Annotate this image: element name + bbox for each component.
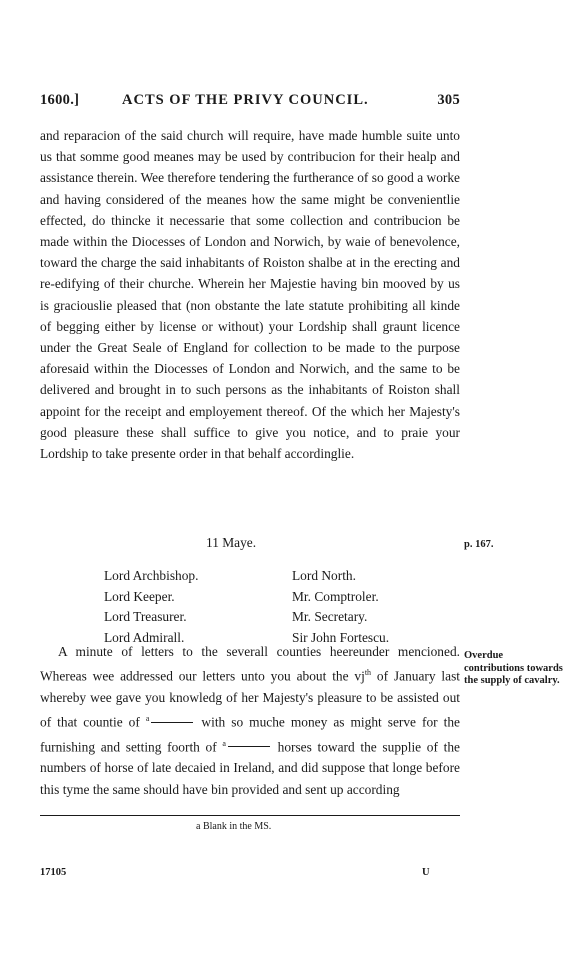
blank-line — [151, 722, 193, 723]
attendance-column-left — [104, 566, 198, 648]
footer-signature: U — [422, 867, 430, 878]
attendee: Lord Keeper. — [104, 588, 175, 604]
text-run: A minute of letters to the severall counties heereunder mencioned. Whereas wee addressed our letters unto you about the vj — [40, 644, 460, 684]
text-run: of January last whereby wee gave you knowledg of her Majesty's pleasure to be assisted out of that countie of — [40, 668, 461, 730]
footnote-mark: a — [145, 714, 150, 724]
attendance-column-right — [292, 566, 389, 648]
paragraph-text: and reparacion of the said church will require, have made humble suite unto us that somme good meanes may be used by contribucion for their healp and assistance therein. Wee therefore tendering the furtherance of so good a worke and having considered of the meanes how the same might be convenientlie effected, do thincke it necessarie that some collection and contribucion be made within the Diocesses of London and Norwich, by waie of benevolence, toward the charge the said inhabitants of Roiston shalbe at in the erecting and re-edifying of their churche. Wherein her Majestie having bin mooved by us is graciouslie pleased that (non obstante the late statute prohibiting all kinde of begging either by license or without) your Lordship shall graunt licence under the Great Seale of England for collection to be made to the purpose aforesaid within the Diocesses of London and Norwich, and the same to be delivered and brought in to such persons as the inhabitants of Roiston shall appoint for the receipt and employement thereof. Of the which her Majesty's good pleasure these shall suffice to give you notice, and to praie your Lordship to take presente order in that behalf accordinglie. — [40, 128, 460, 462]
margin-page-reference: p. 167. — [464, 539, 494, 550]
meeting-date: 11 Maye. — [206, 535, 257, 550]
running-head — [40, 92, 460, 114]
superscript: th — [364, 668, 372, 678]
paragraph-cavalry-letters — [40, 641, 460, 800]
attendee: Lord North. — [292, 568, 356, 583]
attendee: Lord Admirall. — [104, 629, 185, 645]
margin-topic-note: Overdue contributions towards the supply of cavalry. — [464, 650, 563, 686]
attendee: Mr. Secretary. — [292, 609, 368, 624]
footnote: a Blank in the MS. — [196, 821, 272, 832]
attendee: Lord Treasurer. — [104, 609, 187, 624]
paragraph-text — [40, 641, 460, 800]
text-run: with so muche money as might serve for the furnishing and setting foorth of — [40, 714, 460, 755]
attendee: Mr. Comptroler. — [292, 588, 379, 604]
blank-line — [228, 746, 270, 747]
header-title: ACTS OF THE PRIVY COUNCIL. — [122, 92, 369, 108]
footnote-divider — [40, 815, 460, 816]
footnote-mark: a — [222, 738, 226, 748]
paragraph-royston-church — [40, 125, 460, 464]
header-year: 1600.] — [40, 92, 80, 108]
attendee: Lord Archbishop. — [104, 568, 199, 583]
footer-print-code: 17105 — [40, 867, 67, 878]
attendee: Sir John Fortescu. — [292, 629, 390, 645]
header-page-number: 305 — [437, 92, 460, 108]
text-run: horses toward the supplie of the numbers of horse of late decaied in Ireland, and did suppose that longe before this tyme the same should have bin provided and sent up according — [40, 739, 460, 797]
